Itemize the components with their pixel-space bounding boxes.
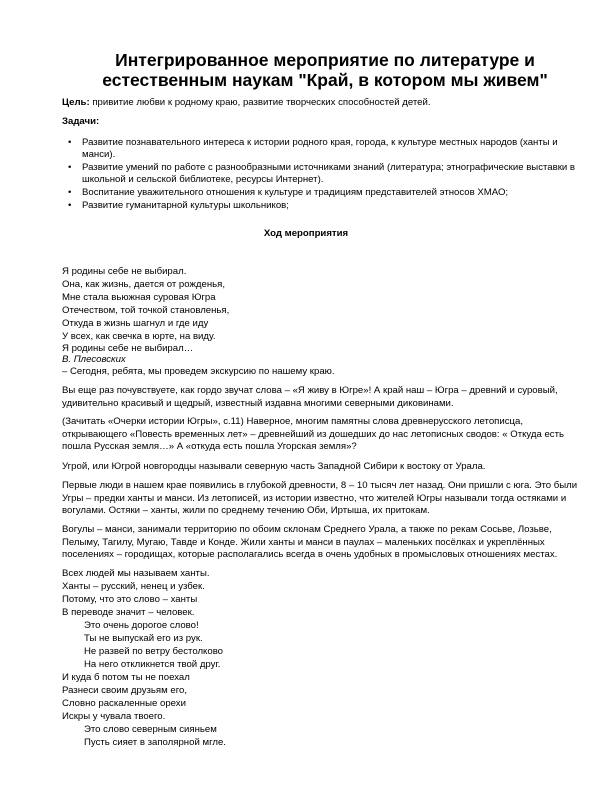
poem2-line: Это очень дорогое слово! (84, 620, 199, 631)
bullet-icon: • (68, 200, 72, 211)
paragraph: Вы еще раз почувствуете, как гордо звучат слова – «Я живу в Югре»! А край наш – Югра – древний и суровый, удивительно красивый и щедрый, известный издавна многими северными диковинами. (62, 385, 558, 409)
paragraph: Угрой, или Югрой новгородцы называли северную часть Западной Сибири к востоку от Урала. (62, 461, 486, 472)
tasks-label: Задачи: (62, 116, 100, 127)
poem2-line: В переводе значит – человек. (62, 607, 195, 618)
poem1-line: Я родины себе не выбирал. (62, 266, 187, 277)
paragraph: Первые люди в нашем крае появились в глубокой древности, 8 – 10 тысяч лет назад. Они пришли с юга. Это были Угры – предки ханты и манси. Из летописей, из истории известно, что жителей Югры называли тогда остяками и вогулами. Остяки – ханты, жили по среднему течению Оби, Иртыша, их притокам. (62, 480, 578, 517)
bullet-icon: • (68, 187, 72, 198)
poem2-line: Всех людей мы называем ханты. (62, 568, 210, 579)
section-heading: Ход мероприятия (263, 228, 349, 239)
poem1-line: Мне стала вьюжная суровая Югра (62, 292, 216, 303)
bullet-icon: • (68, 162, 72, 173)
task-text: Развитие познавательного интереса к истории родного края, города, к культуре местных народов (ханты и манси). (82, 137, 558, 160)
goal-line (62, 97, 431, 109)
poem2-line: И куда б потом ты не поехал (62, 672, 190, 683)
poem2-line: Разнеси своим друзьям его, (62, 685, 188, 696)
poem2-line: Словно раскаленные орехи (62, 698, 186, 709)
intro-line: – Сегодня, ребята, мы проведем экскурсию по нашему краю. (62, 366, 335, 377)
task-text: Развитие гуманитарной культуры школьников; (82, 200, 289, 211)
poem2-line: На него откликнется твой друг. (84, 659, 221, 670)
poem1-author: В. Плесовских (62, 354, 126, 365)
list-item (68, 137, 592, 161)
goal-label: Цель: (62, 97, 90, 108)
bullet-icon: • (68, 137, 72, 148)
poem1-line: Откуда в жизнь шагнул и где иду (62, 318, 209, 329)
list-item (68, 162, 592, 186)
poem2-line: Ханты – русский, ненец и узбек. (62, 581, 205, 592)
poem2-line: Потому, что это слово – ханты (62, 594, 198, 605)
poem2-line: Искры у чувала твоего. (62, 711, 166, 722)
poem2-line: Не развей по ветру бестолково (84, 646, 224, 657)
page-title: Интегрированное мероприятие по литературе и естественным наукам "Край, в котором мы живем" (102, 50, 548, 90)
goal-text: привитие любви к родному краю, развитие творческих способностей детей. (89, 97, 431, 108)
poem1-line: Она, как жизнь, дается от рожденья, (62, 279, 225, 290)
list-item (68, 187, 592, 199)
paragraph: Вогулы – манси, занимали территорию по обоим склонам Среднего Урала, а также по рекам Сосьве, Лозьве, Пелыму, Тагилу, Мугаю, Тавде и Конде. Жили ханты и манси в паулах – маленьких посёлках и укреплённых поселениях – городищах, которые располагались всегда в очень удобных в промысловых отношениях местах. (62, 524, 558, 561)
poem2-line: Пусть сияет в заполярной мгле. (84, 737, 226, 748)
poem2-line: Ты не выпускай его из рук. (84, 633, 203, 644)
poem1-line: Отечеством, той точкой становленья, (62, 305, 230, 316)
tasks-list (68, 137, 592, 213)
list-item (68, 200, 592, 212)
poem2-line: Это слово северным сияньем (84, 724, 217, 735)
poem1-line: У всех, как свечка в юрте, на виду. (62, 331, 216, 342)
poem1-line: Я родины себе не выбирал… (62, 343, 194, 354)
task-text: Развитие умений по работе с разнообразными источниками знаний (литература; этнографические выставки в школьной и сельской библиотеке, ресурсы Интернет). (82, 162, 576, 185)
paragraph: (Зачитать «Очерки истории Югры», с.11) Наверное, многим памятны слова древнерусского летописца, открывающего «Повесть временных лет» – древнейший из дошедших до нас летописных сводов: « Откуда есть пошла Русская земля…» А «откуда есть пошла Угорская земля»? (62, 416, 564, 453)
task-text: Воспитание уважительного отношения к культуре и традициям представителей этносов ХМАО; (82, 187, 509, 198)
